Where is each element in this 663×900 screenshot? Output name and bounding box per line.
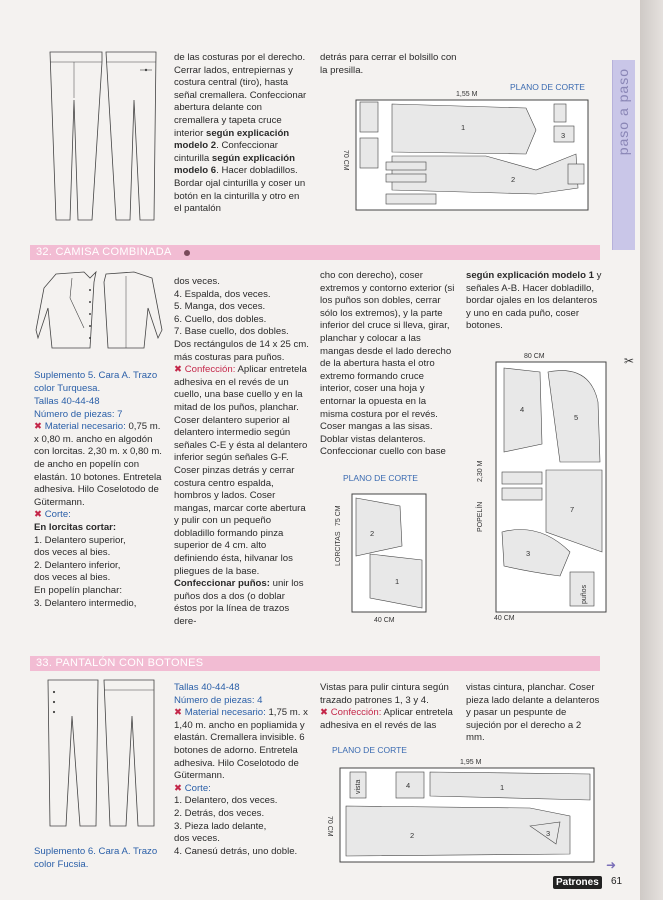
sec33-caption: Suplemento 6. Cara A. Trazo color Fucsia. (34, 846, 158, 870)
sec32-pieces: Número de piezas: 7 (34, 408, 123, 420)
sec32-corte-4: dos veces al bies. (34, 572, 111, 584)
svg-text:3: 3 (526, 549, 531, 558)
sec32-material-text: 0,75 m. x 0,80 m. ancho en algodón con lorcitas. 2,30 m. x 0,80 m. de ancho en popelín con elastán. 10 botones. Entretela adhesiva. Hilo Coselotodo de Gütermann. (34, 421, 162, 508)
sec33-cutting-plan (320, 756, 600, 866)
sec32-big-cutting-plan (470, 352, 610, 622)
sec32-big-fabric: POPELÍN (477, 501, 484, 532)
sec32-corte-3: 2. Delantero inferior, (34, 559, 121, 571)
x-icon: ✖ (320, 707, 329, 719)
arrow-right-icon: ➜ (606, 858, 617, 872)
sec32-corte-label: Corte: (44, 509, 71, 521)
trousers-illustration-bottom (40, 676, 160, 836)
sec32-plan-title: PLANO DE CORTE (343, 473, 418, 483)
sec32-small-height: 75 CM (335, 505, 342, 526)
sec32-small-width: 40 CM (374, 617, 395, 624)
page-edge (640, 0, 663, 900)
x-icon: ✖ (174, 364, 183, 376)
svg-text:1: 1 (500, 783, 505, 792)
sec33-col4: vistas cintura, planchar. Coser pieza lado delante a delanteros y pasar un pespunte de sujeción por el derecho a 2 mm. (466, 682, 600, 744)
sec32-col2: dos veces. 4. Espalda, dos veces. 5. Manga, dos veces. 6. Cuello, dos dobles. 7. Base cuello, dos dobles. Dos rectángulos de 14 x 25 cm. más costuras para puños. ✖ Confección: Aplicar entretela adhesiva en el revés de un cuello, una base cuello y en la mitad de los puños, planchar. Coser delantero superior al delantero intermedio según señales C-E y ésta al delantero inferior según señales G-F. Coser pinzas detrás y cerrar costura centro espalda, hombros y lados. Coser mangas, marcar corte abertura y pulir con un pequeño dobladillo formando pinza superior de 4 cm. alto definiendo ésta, hilvanar los pliegues de la base. Confeccionar puños: unir los puños dos a dos (o doblar éstos por la línea de trazos dere- (174, 276, 309, 628)
sec32-material-label: Material necesario: (44, 421, 126, 433)
prev-col2: detrás para cerrar el bolsillo con la presilla. (320, 52, 457, 76)
sec33-pieces: Número de piezas: 4 (174, 694, 263, 706)
svg-text:2: 2 (410, 831, 415, 840)
section-33-header: 33. PANTALÓN CON BOTONES (30, 656, 600, 671)
prev-col1: de las costuras por el derecho. Cerrar lados, entrepiernas y costura central (tiro), hasta señal cremallera. Confeccionar abertura delante con cremallera y tapeta cruce interior según explicación modelo 2. Confeccionar cinturilla según explicación modelo 6. Hacer dobladillos. Bordar ojal cinturilla y coser un botón en la cinturilla y otro en el pantalón (174, 52, 307, 215)
sec32-small-cutting-plan (330, 486, 430, 626)
svg-text:3: 3 (546, 829, 551, 838)
svg-text:2: 2 (511, 175, 516, 184)
svg-text:1: 1 (461, 123, 466, 132)
sec33-col2: Tallas 40-44-48 Número de piezas: 4 ✖ Material necesario: 1,75 m. x 1,40 m. ancho en popliamida y elastán. Cremallera invisible. 6 botones de adorno. Entretela adhesiva. Hilo Coselotodo de Gütermann. ✖ Corte: 1. Delantero, dos veces. 2. Detrás, dos veces. 3. Pieza lado delante, dos veces. 4. Canesú detrás, uno doble. (174, 682, 310, 858)
sec32-sizes: Tallas 40-44-48 (34, 396, 100, 407)
sec33-col3: Vistas para pulir cintura según trazado patrones 1, 3 y 4. ✖ Confección: Aplicar entretela adhesiva en el revés de las (320, 682, 453, 731)
sec33-vista: vista (355, 779, 362, 794)
sec32-punos: puños (581, 584, 588, 604)
svg-text:2: 2 (370, 529, 375, 538)
svg-text:1: 1 (395, 577, 400, 586)
prev-width-label: 1,55 M (456, 91, 478, 98)
svg-text:3: 3 (561, 131, 566, 140)
magazine-logo: Patrones (553, 876, 602, 889)
sec33-width-label: 1,95 M (460, 759, 482, 766)
side-tab: paso a paso (612, 60, 635, 250)
sec32-small-fabric: LORCITAS (335, 531, 342, 566)
x-icon: ✖ (174, 782, 183, 794)
sec32-corte-0: En lorcitas cortar: (34, 521, 117, 533)
prev-cutting-plan (336, 90, 596, 220)
bullet-dot (184, 250, 190, 256)
sec32-big-bottom: 40 CM (494, 615, 515, 622)
sec32-corte-6: 3. Delantero intermedio, (34, 597, 137, 609)
sec32-caption: Suplemento 5. Cara A. Trazo color Turquesa. (34, 370, 158, 394)
shirt-illustration (34, 268, 164, 358)
scissors-icon: ✂ (624, 354, 635, 368)
sec33-plan-title: PLANO DE CORTE (332, 745, 407, 755)
svg-text:5: 5 (574, 413, 579, 422)
trousers-illustration-top (40, 40, 160, 230)
x-icon: ✖ (34, 509, 43, 521)
prev-height-label: 70 CM (342, 150, 349, 171)
sec32-col1 (34, 396, 164, 610)
sec32-corte-2: dos veces al bies. (34, 547, 111, 559)
sec32-big-width: 80 CM (524, 353, 545, 360)
svg-text:4: 4 (406, 781, 411, 790)
sec32-corte-1: 1. Delantero superior, (34, 534, 126, 546)
sec32-corte-5: En popelín planchar: (34, 584, 123, 596)
x-icon: ✖ (34, 421, 43, 433)
sec32-col4: según explicación modelo 1 y señales A-B. Hacer dobladillo, bordar ojales en los delanteros y uno en cada puño, coser botones. (466, 270, 602, 332)
page-number: 61 (611, 876, 623, 887)
sec33-height-label: 70 CM (326, 816, 333, 837)
sec32-col3: cho con derecho), coser extremos y contorno exterior (si los puños son dobles, cerrar sólo los extremos), y la parte inferior del cruce si lleva, girar, planchar y colocar a las mangas desde el lado derecho de la abertura hasta el otro extremo formando cruce interior, coser una hoja y entornar la opuesta en la misma costura por el revés. Coser mangas a las sisas. Doblar vistas delanteros. Confeccionar cuello con base (320, 270, 455, 458)
x-icon: ✖ (174, 707, 183, 719)
svg-text:4: 4 (520, 405, 525, 414)
sec33-sizes: Tallas 40-44-48 (174, 682, 240, 693)
prev-plan-title: PLANO DE CORTE (510, 82, 585, 92)
section-32-header: 32. CAMISA COMBINADA (30, 245, 600, 260)
svg-text:7: 7 (570, 505, 575, 514)
sec32-big-height: 2,30 M (477, 460, 484, 482)
